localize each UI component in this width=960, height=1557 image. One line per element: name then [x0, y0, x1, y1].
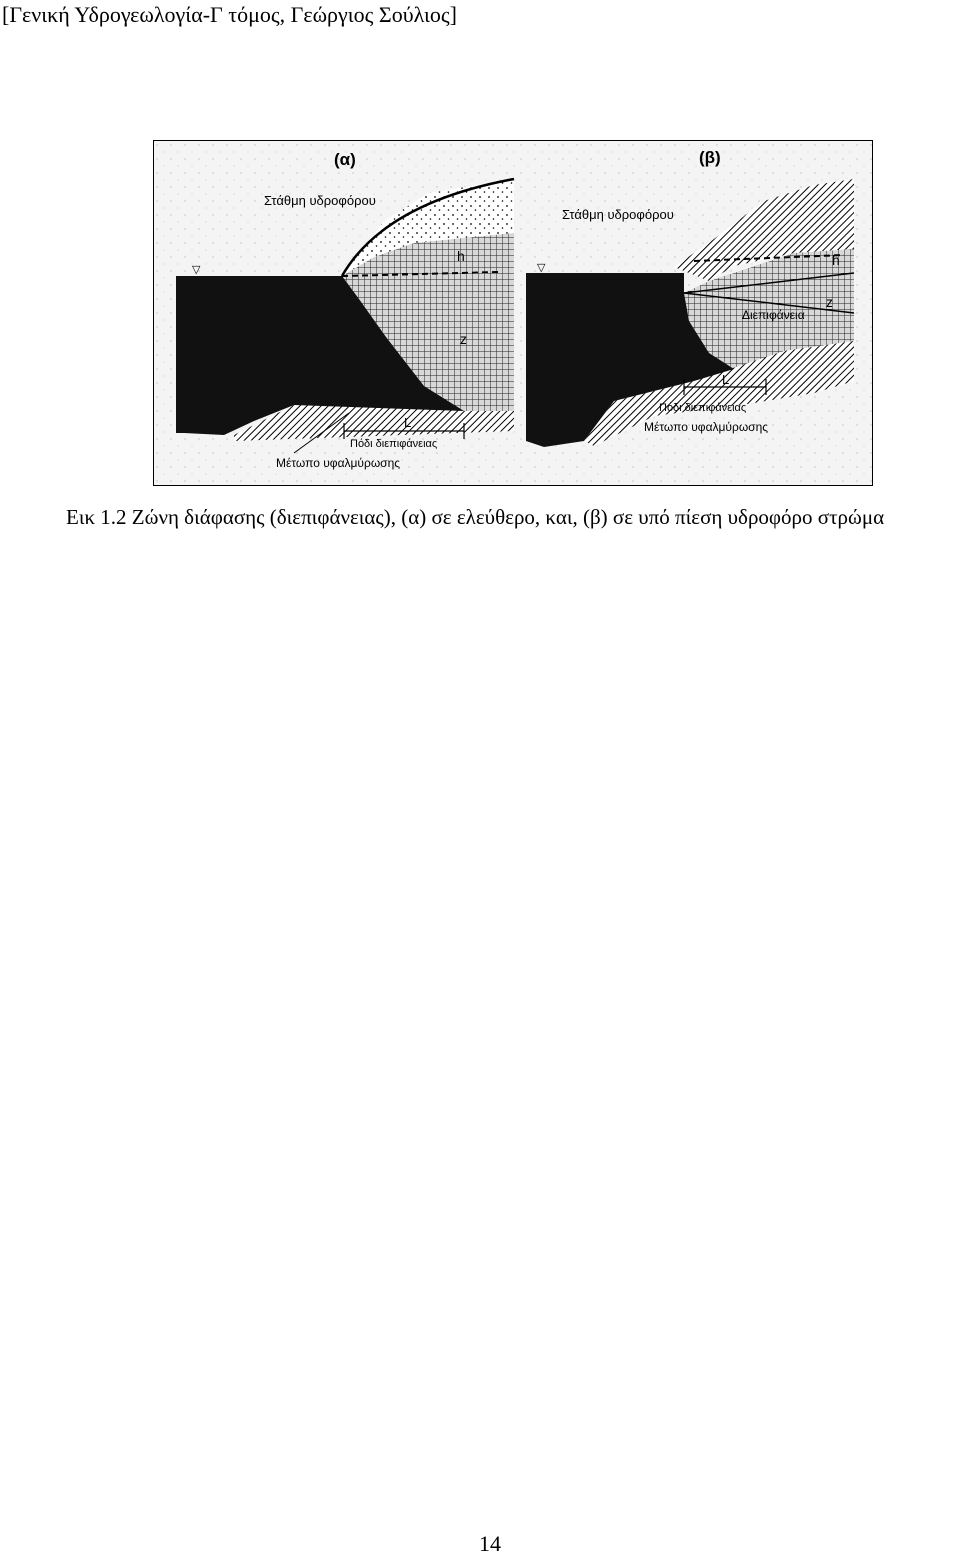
interface-diagram	[154, 141, 872, 485]
panel-b-water-table-label: Στάθμη υδροφόρου	[562, 207, 674, 222]
panel-a-toe-label: Πόδι διεπιφάνειας	[350, 438, 438, 450]
panel-a-h-label: h	[457, 248, 465, 264]
panel-a-tag: (α)	[334, 150, 356, 169]
panel-a-length-label: L	[404, 415, 412, 430]
sea-level-icon: ▽	[537, 262, 546, 274]
panel-b-front-label: Μέτωπο υφαλμύρωσης	[644, 420, 769, 434]
panel-b-h-label: h	[832, 252, 840, 268]
panel-b-length-label: L	[722, 372, 730, 387]
running-header: [Γενική Υδρογεωλογία-Γ τόμος, Γεώργιος Σούλιος]	[2, 2, 457, 27]
panel-a-front-label: Μέτωπο υφαλμύρωσης	[276, 456, 401, 470]
figure-caption: Εικ 1.2 Ζώνη διάφασης (διεπιφάνειας), (α) σε ελεύθερο, και, (β) σε υπό πίεση υδροφόρο στρώμα	[66, 505, 885, 529]
sea-level-icon: ▽	[192, 264, 201, 276]
panel-a-z-label: z	[460, 331, 467, 347]
panel-b-toe-label: Πόδι διεπιφάνειας	[659, 402, 747, 414]
panel-b-tag: (β)	[699, 148, 721, 167]
panel-b-z-label: z	[826, 294, 833, 310]
page-number: 14	[479, 1531, 501, 1556]
panel-b-interface-label: Διεπιφάνεια	[742, 308, 805, 322]
panel-a-water-table-label: Στάθμη υδροφόρου	[264, 193, 376, 208]
figure-saltwater-interface	[153, 140, 873, 486]
